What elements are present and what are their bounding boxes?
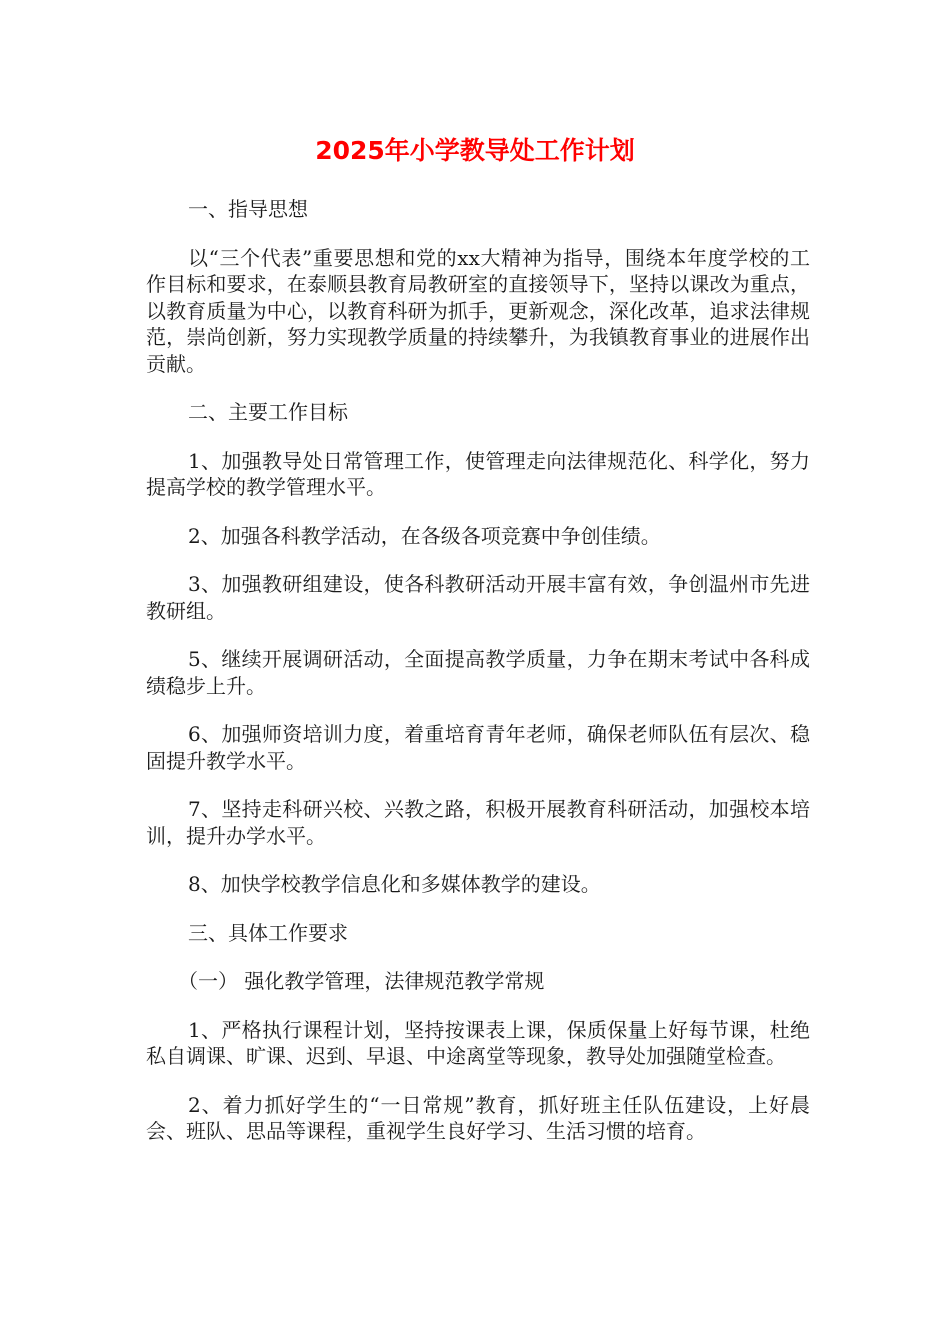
requirement-item-2: 2、着力抓好学生的“一日常规”教育，抓好班主任队伍建设，上好晨会、班队、思品等课程，重视学生良好学习、生活习惯的培育。 <box>146 1092 810 1143</box>
section-heading-main-goals: 二、主要工作目标 <box>188 400 348 424</box>
goal-item-2: 2、加强各科教学活动，在各级各项竞赛中争创佳绩。 <box>188 523 661 548</box>
goal-item-8: 8、加快学校教学信息化和多媒体教学的建设。 <box>188 872 601 896</box>
section-heading-guiding-thought: 一、指导思想 <box>188 197 308 221</box>
document-title: 2025年小学教导处工作计划 <box>315 136 635 165</box>
goal-item-1: 1、加强教导处日常管理工作，使管理走向法律规范化、科学化，努力提高学校的教学管理水平。 <box>146 448 810 499</box>
goal-item-7: 7、坚持走科研兴校、兴教之路，积极开展教育科研活动，加强校本培训，提升办学水平。 <box>146 797 810 848</box>
paragraph-guiding-thought: 以“三个代表”重要思想和党的xx大精神为指导，围绕本年度学校的工作目标和要求，在泰顺县教育局教研室的直接领导下，坚持以课改为重点，以教育质量为中心，以教育科研为抓手，更新观念，深化改革，追求法律规范，崇尚创新，努力实现教学质量的持续攀升，为我镇教育事业的进展作出贡献。 <box>146 245 810 376</box>
goal-item-5: 5、继续开展调研活动，全面提高教学质量，力争在期末考试中各科成绩稳步上升。 <box>146 647 810 698</box>
goal-item-3: 3、加强教研组建设，使各科教研活动开展丰富有效，争创温州市先进教研组。 <box>146 572 810 623</box>
subsection-heading-teaching-management: （一） 强化教学管理，法律规范教学常规 <box>178 969 545 993</box>
document-body <box>146 196 810 1167</box>
goal-item-6: 6、加强师资培训力度，着重培育青年老师，确保老师队伍有层次、稳固提升教学水平。 <box>146 722 810 773</box>
requirement-item-1: 1、严格执行课程计划，坚持按课表上课，保质保量上好每节课，杜绝私自调课、旷课、迟到、早退、中途离堂等现象，教导处加强随堂检查。 <box>146 1017 810 1068</box>
section-heading-requirements: 三、具体工作要求 <box>188 920 348 945</box>
